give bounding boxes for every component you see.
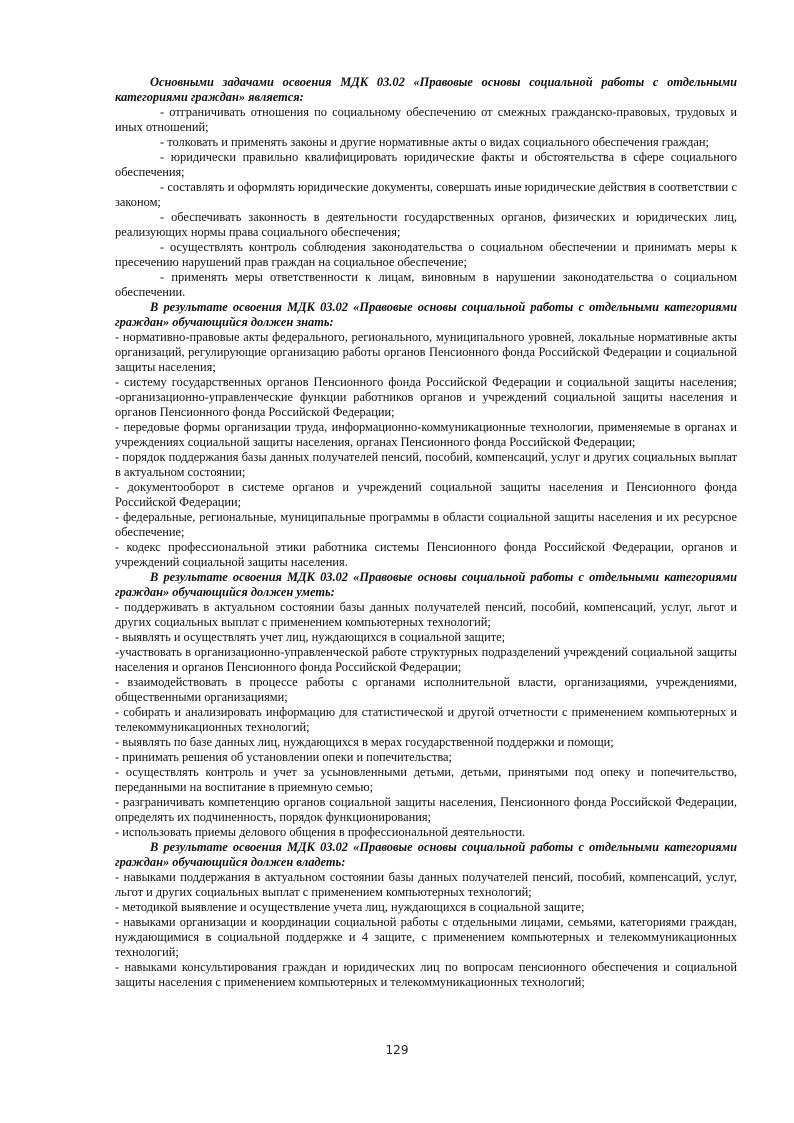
list-item: - кодекс профессиональной этики работника системы Пенсионного фонда Российской Федерации, органов и учреждений социальной защиты населения. <box>115 540 737 569</box>
list-item: - собирать и анализировать информацию для статистической и другой отчетности с применением компьютерных и телекоммуникационных технологий; <box>115 705 737 734</box>
list-item: - федеральные, региональные, муниципальные программы в области социальной защиты населения и их ресурсное обеспечение; <box>115 510 737 539</box>
list-item: - обеспечивать законность в деятельности государственных органов, физических и юридических лиц, реализующих нормы права социального обеспечения; <box>115 210 737 239</box>
list-item: - использовать приемы делового общения в профессиональной деятельности. <box>115 825 526 839</box>
section-heading: Основными задачами освоения МДК 03.02 «Правовые основы социальной работы с отдельными категориями граждан» является: <box>115 75 737 104</box>
list-item: - применять меры ответственности к лицам, виновным в нарушении законодательства о социальном обеспечении. <box>115 270 737 299</box>
list-item: -участвовать в организационно-управленческой работе структурных подразделений учреждений социальной защиты населения и органов Пенсионного фонда Российской Федерации; <box>115 645 737 674</box>
page-number: 129 <box>385 1043 409 1057</box>
list-item: - нормативно-правовые акты федерального, регионального, муниципального уровней, локальные нормативные акты организаций, регулирующие организацию работы органов Пенсионного фонда Российской Федерации и социальной защиты населения; <box>115 330 737 374</box>
list-item: - поддерживать в актуальном состоянии базы данных получателей пенсий, пособий, компенсаций, услуг, льгот и других социальных выплат с применением компьютерных технологий; <box>115 600 737 629</box>
list-item: - навыками консультирования граждан и юридических лиц по вопросам пенсионного обеспечения и социальной защиты населения с применением компьютерных и телекоммуникационных технологий; <box>115 960 737 989</box>
document-body <box>115 75 737 990</box>
list-item: - взаимодействовать в процессе работы с органами исполнительной власти, организациями, учреждениями, общественными организациями; <box>115 675 737 704</box>
list-item: - осуществлять контроль и учет за усыновленными детьми, детьми, принятыми под опеку и попечительство, переданными на воспитание в приемную семью; <box>115 765 737 794</box>
list-item: - юридически правильно квалифицировать юридические факты и обстоятельства в сфере социального обеспечения; <box>115 150 737 179</box>
list-item: - передовые формы организации труда, информационно-коммуникационные технологии, применяемые в органах и учреждениях социальной защиты населения, органах Пенсионного фонда Российской Федерации; <box>115 420 737 449</box>
list-item: - порядок поддержания базы данных получателей пенсий, пособий, компенсаций, услуг и других социальных выплат в актуальном состоянии; <box>115 450 737 479</box>
list-item: - принимать решения об установлении опеки и попечительства; <box>115 750 452 764</box>
list-item: - документооборот в системе органов и учреждений социальной защиты населения и Пенсионного фонда Российской Федерации; <box>115 480 737 509</box>
section-heading: В результате освоения МДК 03.02 «Правовые основы социальной работы с отдельными категориями граждан» обучающийся должен знать: <box>115 300 737 329</box>
section-can <box>115 570 737 840</box>
list-item: - выявлять и осуществлять учет лиц, нуждающихся в социальной защите; <box>115 630 506 644</box>
list-item: - навыками поддержания в актуальном состоянии базы данных получателей пенсий, пособий, компенсаций, услуг, льгот и других социальных выплат с применением компьютерных технологий; <box>115 870 737 899</box>
section-master <box>115 840 737 990</box>
list-item: - навыками организации и координации социальной работы с отдельными лицами, семьями, категориями граждан, нуждающимися в социальной поддержке и 4 защите, с применением компьютерных и телекоммуникационных технологий; <box>115 915 737 959</box>
list-item: - осуществлять контроль соблюдения законодательства о социальном обеспечении и принимать меры к пресечению нарушений прав граждан на социальное обеспечение; <box>115 240 737 269</box>
section-tasks <box>115 75 737 300</box>
section-heading: В результате освоения МДК 03.02 «Правовые основы социальной работы с отдельными категориями граждан» обучающийся должен владеть: <box>115 840 737 869</box>
list-item: - систему государственных органов Пенсионного фонда Российской Федерации и социальной защиты населения; -организационно-управленческие функции работников органов и учреждений социальной защиты населения и органов Пенсионного фонда Российской Федерации; <box>115 375 737 419</box>
list-item: - методикой выявление и осуществление учета лиц, нуждающихся в социальной защите; <box>115 900 585 914</box>
list-item: - разграничивать компетенцию органов социальной защиты населения, Пенсионного фонда Российской Федерации, определять их подчиненность, порядок функционирования; <box>115 795 737 824</box>
list-item: - отграничивать отношения по социальному обеспечению от смежных гражданско-правовых, трудовых и иных отношений; <box>115 105 737 134</box>
list-item: - выявлять по базе данных лиц, нуждающихся в мерах государственной поддержки и помощи; <box>115 735 614 749</box>
section-heading: В результате освоения МДК 03.02 «Правовые основы социальной работы с отдельными категориями граждан» обучающийся должен уметь: <box>115 570 737 599</box>
section-know <box>115 300 737 570</box>
list-item: - толковать и применять законы и другие нормативные акты о видах социального обеспечения граждан; <box>160 135 709 149</box>
list-item: - составлять и оформлять юридические документы, совершать иные юридические действия в соответствии с законом; <box>115 180 737 209</box>
